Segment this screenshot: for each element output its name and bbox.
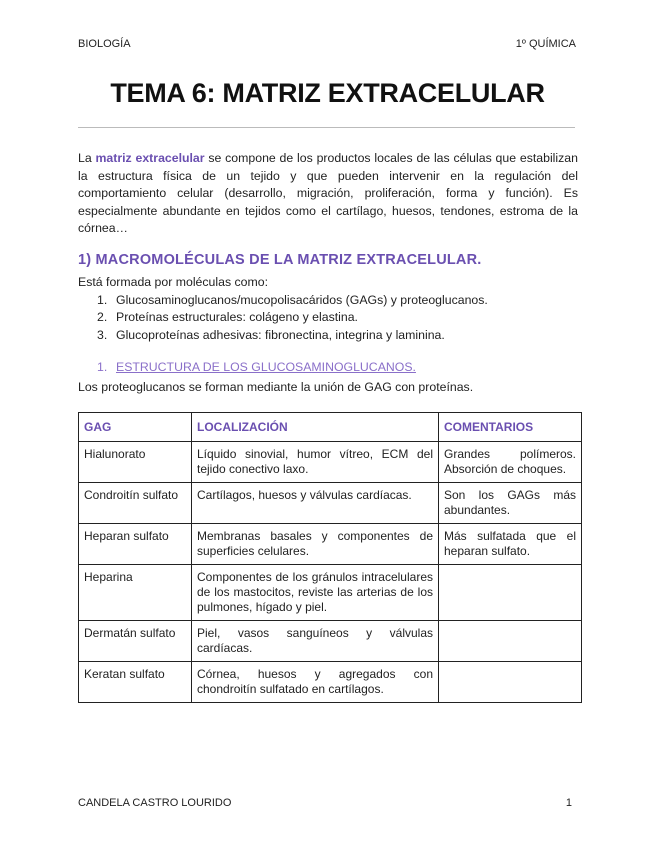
cell-localizacion: Cartílagos, huesos y válvulas cardíacas. xyxy=(192,483,439,524)
subsection-number: 1. xyxy=(97,360,108,374)
cell-localizacion: Córnea, huesos y agregados con chondroitín sulfatado en cartílagos. xyxy=(192,662,439,703)
cell-localizacion: Líquido sinovial, humor vítreo, ECM del tejido conectivo laxo. xyxy=(192,442,439,483)
list-text: Glucosaminoglucanos/mucopolisacáridos (GAGs) y proteoglucanos. xyxy=(116,293,488,307)
subsection-link[interactable]: ESTRUCTURA DE LOS GLUCOSAMINOGLUCANOS. xyxy=(116,360,416,374)
section-heading: 1) MACROMOLÉCULAS DE LA MATRIZ EXTRACELULAR. xyxy=(78,252,482,268)
footer-author: CANDELA CASTRO LOURIDO xyxy=(78,797,232,809)
intro-highlight: matriz extracelular xyxy=(95,151,205,165)
column-header: COMENTARIOS xyxy=(439,413,582,442)
intro-paragraph xyxy=(78,150,578,238)
cell-localizacion: Piel, vasos sanguíneos y válvulas cardíacas. xyxy=(192,621,439,662)
cell-comentarios xyxy=(439,621,582,662)
list-item xyxy=(97,327,488,344)
list-text: Proteínas estructurales: colágeno y elastina. xyxy=(116,310,358,325)
list-item xyxy=(97,292,488,309)
cell-gag: Hialunorato xyxy=(79,442,192,483)
table-row xyxy=(79,442,582,483)
table-row xyxy=(79,621,582,662)
table-row xyxy=(79,524,582,565)
cell-comentarios: Grandes polímeros. Absorción de choques. xyxy=(439,442,582,483)
list-number: 3. xyxy=(97,327,108,342)
cell-gag: Heparan sulfato xyxy=(79,524,192,565)
list-number: 2. xyxy=(97,310,108,325)
list-text: Glucoproteínas adhesivas: fibronectina, integrina y laminina. xyxy=(116,327,445,342)
cell-gag: Dermatán sulfato xyxy=(79,621,192,662)
table-row xyxy=(79,565,582,621)
subsection-sentence: Los proteoglucanos se forman mediante la unión de GAG con proteínas. xyxy=(78,380,474,394)
cell-localizacion: Membranas basales y componentes de superficies celulares. xyxy=(192,524,439,565)
cell-localizacion: Componentes de los gránulos intracelulares de los mastocitos, reviste las arterias de los pulmones, hígado y piel. xyxy=(192,565,439,621)
column-header: LOCALIZACIÓN xyxy=(192,413,439,442)
column-header: GAG xyxy=(79,413,192,442)
header-course: 1º QUÍMICA xyxy=(515,38,576,50)
table-header-row xyxy=(79,413,582,442)
list-number: 1. xyxy=(97,293,108,307)
table-row xyxy=(79,483,582,524)
header-subject: BIOLOGÍA xyxy=(78,38,131,50)
subsection-heading[interactable] xyxy=(97,360,416,374)
cell-comentarios xyxy=(439,662,582,703)
cell-comentarios xyxy=(439,565,582,621)
cell-comentarios: Son los GAGs más abundantes. xyxy=(439,483,582,524)
cell-comentarios: Más sulfatada que el heparan sulfato. xyxy=(439,524,582,565)
title-divider xyxy=(78,127,575,128)
gag-table xyxy=(78,412,582,703)
intro-pre: La xyxy=(78,151,96,165)
page-number: 1 xyxy=(565,797,572,809)
table-row xyxy=(79,662,582,703)
page-title: TEMA 6: MATRIZ EXTRACELULAR xyxy=(110,78,545,108)
cell-gag: Heparina xyxy=(79,565,192,621)
section-lead: Está formada por moléculas como: xyxy=(78,275,269,289)
list-item xyxy=(97,309,488,326)
molecule-list xyxy=(97,292,488,344)
cell-gag: Condroitín sulfato xyxy=(79,483,192,524)
intro-post: se compone de los productos locales de las células que estabilizan la estructura física de un tejido y que pueden intervenir en la regulación del comportamiento celular (desarrollo, migración, proliferación, forma y función). Es especialmente abundante en tejidos como el cartílago, huesos, tendones, estroma de la córnea… xyxy=(78,151,578,235)
cell-gag: Keratan sulfato xyxy=(79,662,192,703)
